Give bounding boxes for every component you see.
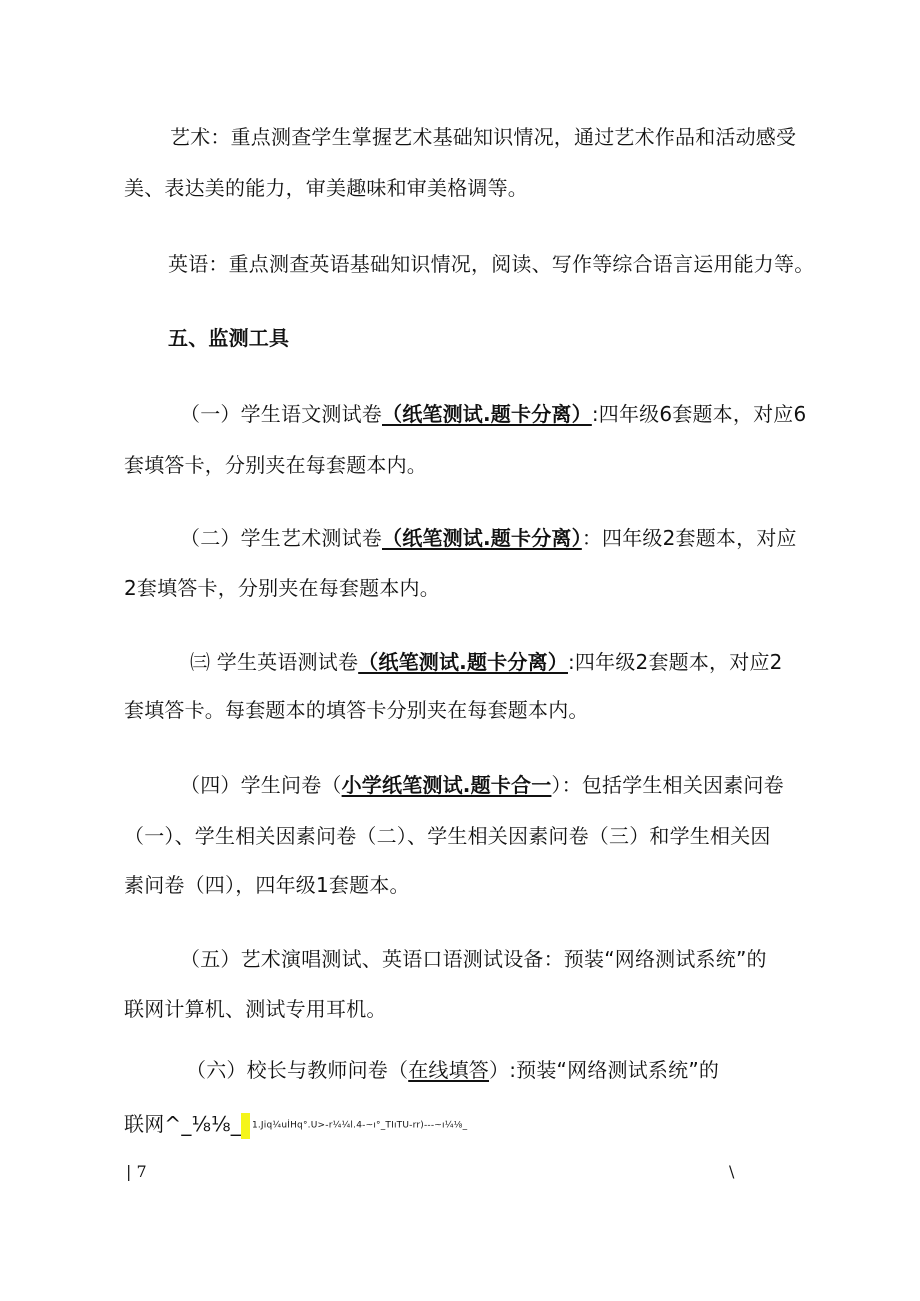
item5-line-2: 联网计算机、测试专用耳机。 (124, 997, 387, 1021)
item6-rest: ）:预装“网络测试系统”的 (489, 1058, 720, 1082)
item3-bold: （纸笔测试.题卡分离） (358, 650, 568, 674)
item4-line-1 (180, 771, 784, 799)
item6-line2-start: 联网^_⅛⅛_ (124, 1112, 241, 1136)
item2-line-1 (180, 524, 797, 552)
english-line-1: 英语：重点测查英语基础知识情况，阅读、写作等综合语言运用能力等。 (168, 252, 815, 276)
item6-prefix: （六）校长与教师问卷（ (186, 1058, 409, 1082)
item6-line-2 (124, 1110, 467, 1140)
item1-rest: :四年级6套题本，对应6 (591, 402, 807, 426)
item4-bold: 小学纸笔测试.题卡合一 (341, 773, 552, 797)
art-line-1: 艺术：重点测查学生掌握艺术基础知识情况，通过艺术作品和活动感受 (170, 125, 797, 149)
item3-rest: :四年级2套题本，对应2 (567, 650, 783, 674)
item4-prefix: （四）学生问卷（ (180, 773, 342, 797)
item4-line-3: 素问卷（四），四年级1套题本。 (124, 873, 410, 897)
item3-line-1 (190, 648, 783, 676)
item6-line-1 (186, 1056, 719, 1084)
item6-underlined: 在线填答 (408, 1058, 490, 1082)
section-heading: 五、监测工具 (168, 326, 290, 350)
item1-line-1 (180, 400, 806, 428)
item3-line-2: 套填答卡。每套题本的填答卡分别夹在每套题本内。 (124, 698, 589, 722)
footer-right-mark: \ (729, 1162, 735, 1181)
item5-line-1: （五）艺术演唱测试、英语口语测试设备：预装“网络测试系统”的 (180, 947, 767, 971)
item1-line-2: 套填答卡，分别夹在每套题本内。 (124, 453, 427, 477)
highlight-mark (241, 1113, 250, 1139)
item2-bold: （纸笔测试.题卡分离） (382, 526, 582, 550)
item3-prefix: ㈢ 学生英语测试卷 (190, 650, 359, 674)
item4-line-2: （一）、学生相关因素问卷（二）、学生相关因素问卷（三）和学生相关因 (124, 824, 771, 848)
item2-prefix: （二）学生艺术测试卷 (180, 526, 382, 550)
item1-prefix: （一）学生语文测试卷 (180, 402, 382, 426)
footer-left-mark: | 7 (126, 1162, 147, 1181)
item1-bold: （纸笔测试.题卡分离） (382, 402, 592, 426)
item4-rest: ）：包括学生相关因素问卷 (551, 773, 784, 797)
item6-garbled-text: 1.Jiq¼uİHq°.U>-r¼¼l.4-~ı°_TIıTU-rr)---~ı¼⅛_ (251, 1120, 468, 1131)
item2-rest: ：四年级2套题本，对应 (581, 526, 797, 550)
item2-line-2: 2套填答卡，分别夹在每套题本内。 (124, 576, 440, 600)
art-line-2: 美、表达美的能力，审美趣味和审美格调等。 (124, 176, 528, 200)
